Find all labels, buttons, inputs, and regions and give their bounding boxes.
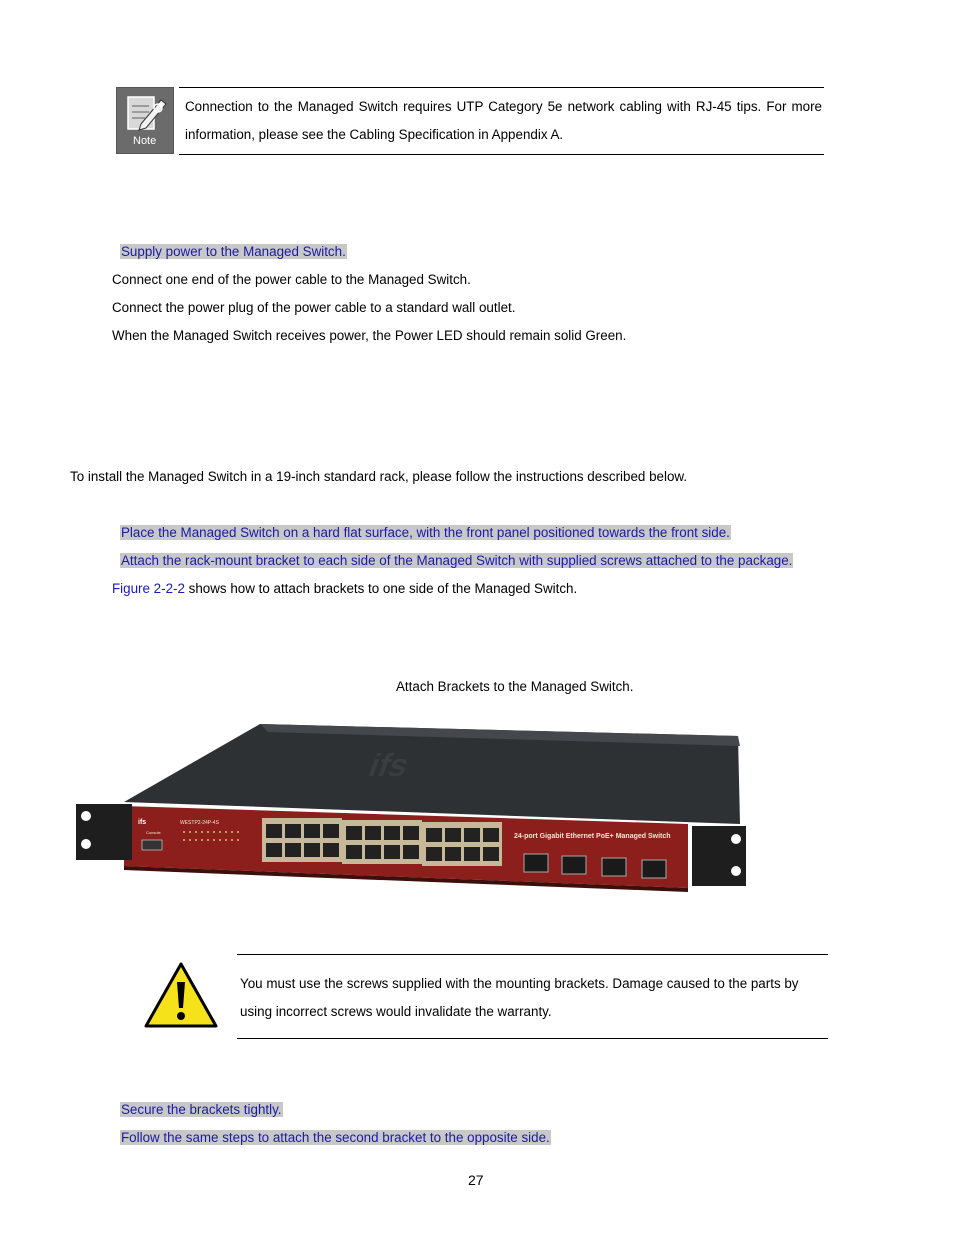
power-line-3: When the Managed Switch receives power, the Power LED should remain solid Green.: [112, 328, 627, 343]
note-icon-label: Note: [133, 135, 157, 147]
power-line-1: Connect one end of the power cable to the Managed Switch.: [112, 272, 471, 287]
rack-step-2: Attach the rack-mount bracket to each side of the Managed Switch with supplied screws attached to the package.: [121, 553, 793, 568]
final-step-1: Secure the brackets tightly.: [121, 1102, 282, 1117]
warning-bottom-rule: [237, 1038, 828, 1039]
power-step-1: Supply power to the Managed Switch.: [121, 244, 346, 259]
switch-illustration: [72, 706, 752, 896]
rack-intro: To install the Managed Switch in a 19-inch standard rack, please follow the instructions described below.: [70, 469, 688, 484]
rack-step-1: Place the Managed Switch on a hard flat surface, with the front panel positioned towards the front side.: [121, 525, 730, 540]
svg-text:ifs: ifs: [138, 819, 147, 826]
svg-text:WESTP2-24P-4S: WESTP2-24P-4S: [180, 820, 219, 826]
switch-figure: [72, 706, 752, 896]
final-step-2: Follow the same steps to attach the second bracket to the opposite side.: [121, 1130, 550, 1145]
svg-text:ifs: ifs: [363, 747, 415, 784]
warning-icon: [143, 960, 219, 1030]
warning-text: You must use the screws supplied with the mounting brackets. Damage caused to the parts by using incorrect screws would invalidate the warranty.: [240, 976, 799, 1019]
note-text: Connection to the Managed Switch requires UTP Category 5e network cabling with RJ-45 tips. For more information, please see the Cabling Specification in Appendix A.: [185, 99, 822, 142]
figure-reference-line: Figure 2-2-2 shows how to attach brackets to one side of the Managed Switch.: [112, 581, 578, 596]
note-icon: [116, 87, 174, 154]
note-top-rule: [179, 87, 824, 88]
svg-text:24-port Gigabit Ethernet PoE+: 24-port Gigabit Ethernet PoE+ Managed Switch: [514, 833, 671, 840]
exclamation-triangle-icon: [143, 960, 219, 1030]
figure-link[interactable]: Figure 2-2-2: [112, 581, 185, 596]
note-bottom-rule: [179, 154, 824, 155]
page-number: 27: [468, 1172, 484, 1188]
power-line-2: Connect the power plug of the power cable to a standard wall outlet.: [112, 300, 516, 315]
svg-text:Console: Console: [146, 830, 161, 835]
warning-top-rule: [237, 954, 828, 955]
figure-caption: Attach Brackets to the Managed Switch.: [396, 679, 634, 694]
